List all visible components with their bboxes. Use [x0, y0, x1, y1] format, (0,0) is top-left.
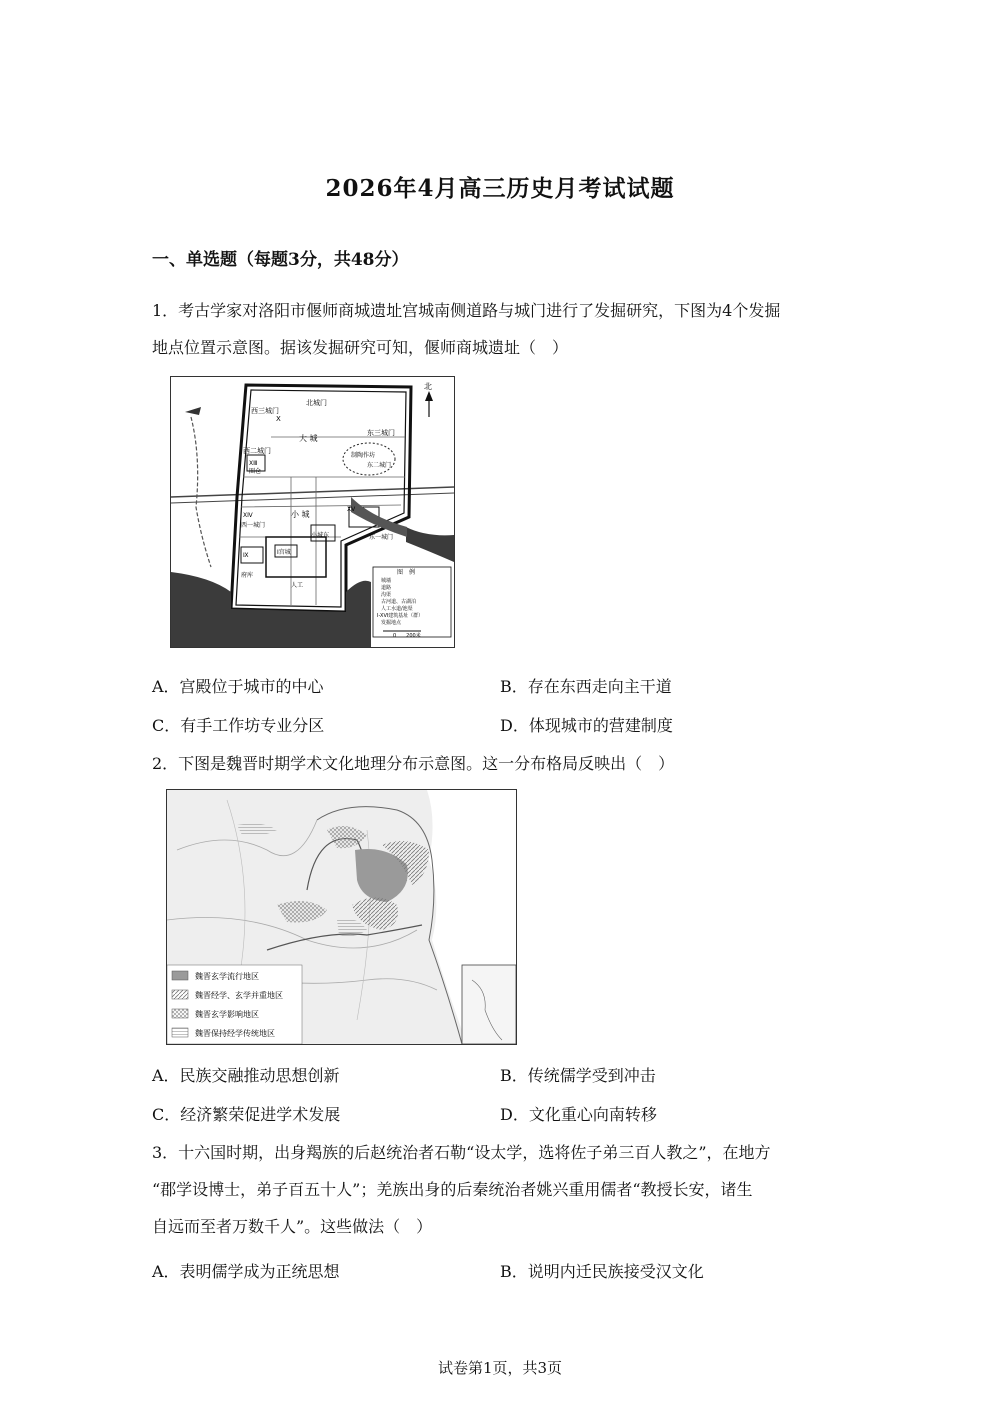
question-3-line-3: 自远而至者万数千人”。这些做法（ ）: [152, 1217, 433, 1236]
granary-label: 圈仓: [249, 468, 262, 475]
legend-item-5: 人工水道/池渠: [381, 606, 413, 612]
q2-option-c[interactable]: C．经济繁荣促进学术发展: [152, 1105, 341, 1124]
question-1-city-map: [170, 376, 455, 648]
page-title: 2026年4月高三历史月考试试题: [325, 175, 675, 202]
question-3-stem: [152, 1134, 852, 1245]
q3-option-a[interactable]: A．表明儒学成为正统思想: [152, 1262, 340, 1281]
legend-influence: 魏晋玄学影响地区: [195, 1010, 259, 1019]
scale-label: 0 200米: [393, 633, 421, 639]
big-city-label: 大 城: [299, 434, 318, 443]
east2-gate-label: 东二城门: [367, 462, 392, 469]
west1-gate-label: 西一城门: [241, 522, 266, 529]
q3-option-b[interactable]: B．说明内迁民族接受汉文化: [500, 1262, 704, 1281]
legend-tradition: 魏晋保持经学传统地区: [195, 1029, 275, 1038]
xiii-label: XⅢ: [249, 460, 258, 467]
legend-item-1: 城墙: [381, 578, 392, 584]
q1-option-a[interactable]: A．宫殿位于城市的中心: [152, 677, 324, 696]
question-2-culture-map: [166, 789, 517, 1045]
north-label: 北: [424, 382, 432, 391]
xiv-label: XⅣ: [243, 512, 253, 519]
west2-gate-label: 西二城门: [243, 447, 271, 455]
question-3-line-2: “郡学设博士，弟子百五十人”；羌族出身的后秦统治者姚兴重用儒者“教授长安，诸生: [152, 1180, 753, 1199]
q2-option-d[interactable]: D．文化重心向南转移: [500, 1105, 657, 1124]
question-1-line-2: 地点位置示意图。据该发掘研究可知，偃师商城遗址（ ）: [152, 338, 569, 357]
q2-option-a[interactable]: A．民族交融推动思想创新: [152, 1066, 340, 1085]
x-marker-label: Ⅹ: [276, 415, 281, 423]
legend-item-4: 古河道、古湖泊: [381, 599, 417, 605]
ren-label: 人工: [291, 582, 304, 589]
q1-option-c[interactable]: C．有手工作坊专业分区: [152, 716, 325, 735]
small-city-label: 小 城: [291, 510, 310, 519]
workshop-label: 制陶作坊: [351, 452, 376, 459]
city-map-svg: [171, 377, 454, 647]
small-city-east-label: 小城东: [311, 532, 330, 539]
east1-gate-label: 东一城门: [369, 534, 394, 541]
ix-label: Ⅸ: [243, 552, 249, 559]
west3-gate-label: 西三城门: [251, 407, 279, 415]
question-3-line-1: 3．十六国时期，出身羯族的后赵统治者石勒“设太学，选将佐子弟三百人教之”，在地方: [152, 1143, 771, 1162]
question-1-line-1: 1．考古学家对洛阳市偃师商城遗址宫城南侧道路与城门进行了发掘研究，下图为4个发掘: [152, 301, 781, 320]
xv-label: XV: [347, 506, 356, 513]
culture-map-svg: [167, 790, 516, 1044]
q2-option-b[interactable]: B．传统儒学受到冲击: [500, 1066, 656, 1085]
legend-xuanxue: 魏晋玄学流行地区: [195, 972, 259, 981]
q1-option-b[interactable]: B．存在东西走向主干道: [500, 677, 672, 696]
fuku-label: 府库: [241, 572, 254, 579]
legend-both: 魏晋经学、玄学并重地区: [195, 991, 283, 1000]
east3-gate-label: 东三城门: [367, 429, 395, 437]
question-1-stem: [152, 292, 852, 366]
legend-item-6: Ⅰ-XⅥ建筑基址（群）: [377, 613, 424, 619]
question-2-line-1: 2．下图是魏晋时期学术文化地理分布示意图。这一分布格局反映出（ ）: [152, 754, 675, 773]
palace-label: Ⅰ宫城: [277, 549, 291, 556]
q1-option-d[interactable]: D．体现城市的营建制度: [500, 716, 673, 735]
page-footer: 试卷第1页，共3页: [437, 1359, 563, 1377]
legend-item-3: 沟渠: [381, 592, 392, 598]
legend-item-7: 发掘地点: [381, 620, 402, 626]
section-heading: 一、单选题（每题3分，共48分）: [152, 250, 409, 270]
north-gate-label: 北城门: [306, 399, 327, 407]
legend-title: 图 例: [397, 569, 416, 576]
legend-item-2: 道路: [381, 585, 392, 591]
question-2-stem: [152, 745, 852, 782]
